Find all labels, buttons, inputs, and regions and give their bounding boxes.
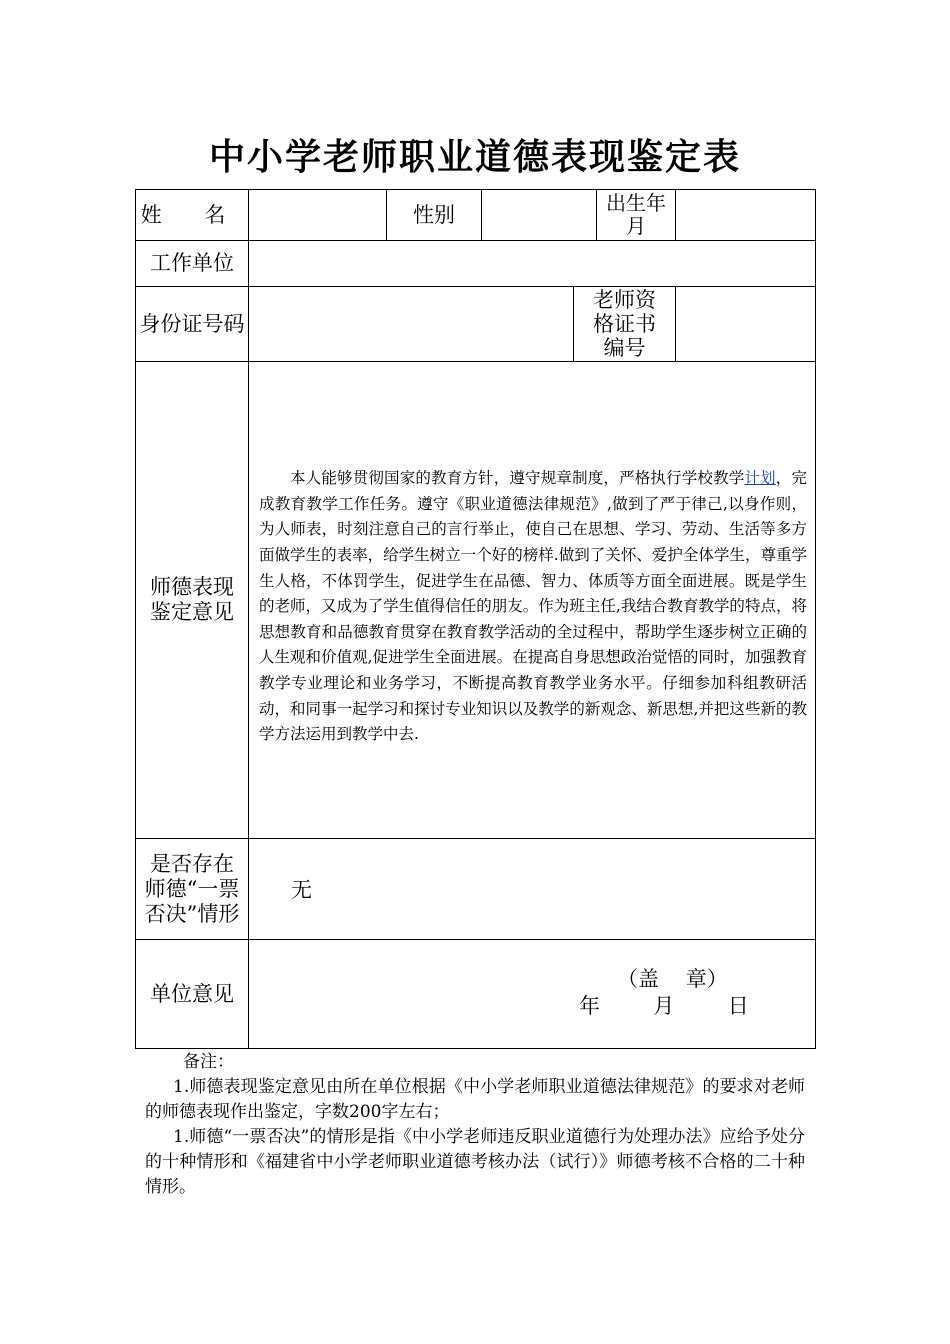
id-number-field[interactable] [249, 287, 574, 362]
veto-value[interactable]: 无 [249, 839, 816, 940]
row-veto [136, 839, 816, 940]
name-field[interactable] [249, 190, 387, 241]
id-number-label: 身份证号码 [136, 287, 249, 362]
opinion-text-part2: ，完成教育教学工作任务。遵守《职业道德法律规范》,做到了严于律己,以身作则，为人师表，时刻注意自己的言行举止，使自己在思想、学习、劳动、生活等多方面做学生的表率，给学生树立一个好的榜样.做到了关怀、爱护全体学生，尊重学生人格，不体罚学生，促进学生在品德、智力、体质等方面全面进展。既是学生的老师，又成为了学生值得信任的朋友。作为班主任,我结合教育教学的特点，将思想教育和品德教育贯穿在教育教学活动的全过程中，帮助学生逐步树立正确的人生观和价值观,促进学生全面进展。在提高自身思想政治觉悟的同时，加强教育教学专业理论和业务学习，不断提高教育教学业务水平。仔细参加科组教研活动，和同事一起学习和探讨专业知识以及教学的新观念、新思想,并把这些新的教学方法运用到教学中去. [259, 469, 807, 744]
work-unit-label: 工作单位 [136, 241, 249, 287]
opinion-cell[interactable] [249, 362, 816, 839]
note-item-2: 1.师德“一票否决”的情形是指《中小学老师违反职业道德行为处理办法》应给予处分的十种情形和《福建省中小学老师职业道德考核办法（试行）》师德考核不合格的二十种情形。 [145, 1127, 805, 1197]
veto-label: 是否存在师德“一票否决”情形 [136, 839, 249, 940]
note-item-1: 1.师德表现鉴定意见由所在单位根据《中小学老师职业道德法律规范》的要求对老师的师德表现作出鉴定，字数200字左右； [145, 1077, 805, 1122]
row-id-cert [136, 287, 816, 362]
row-work-unit [136, 241, 816, 287]
opinion-text [259, 452, 807, 748]
opinion-label: 师德表现鉴定意见 [136, 362, 249, 839]
unit-opinion-label: 单位意见 [136, 940, 249, 1049]
birth-field[interactable] [676, 190, 816, 241]
cert-number-label: 老师资格证书编号 [574, 287, 676, 362]
appraisal-form [135, 189, 816, 1049]
row-basic-info [136, 190, 816, 241]
page-title: 中小学老师职业道德表现鉴定表 [208, 137, 741, 178]
unit-opinion-cell[interactable] [249, 940, 816, 1049]
work-unit-field[interactable] [249, 241, 816, 287]
seal-text: （盖 章） [617, 967, 728, 991]
notes-heading: 备注： [183, 1052, 234, 1072]
date-text: 年 月 日 [579, 994, 749, 1018]
opinion-text-part1: 本人能够贯彻国家的教育方针，遵守规章制度，严格执行学校教学 [290, 469, 745, 488]
birth-label: 出生年月 [597, 190, 676, 241]
cert-number-field[interactable] [676, 287, 816, 362]
name-label: 姓 名 [136, 190, 249, 241]
row-opinion [136, 362, 816, 839]
gender-label: 性别 [387, 190, 482, 241]
plan-link[interactable]: 计划 [744, 469, 776, 488]
row-unit-opinion [136, 940, 816, 1049]
notes-section [145, 1050, 805, 1200]
gender-field[interactable] [482, 190, 597, 241]
